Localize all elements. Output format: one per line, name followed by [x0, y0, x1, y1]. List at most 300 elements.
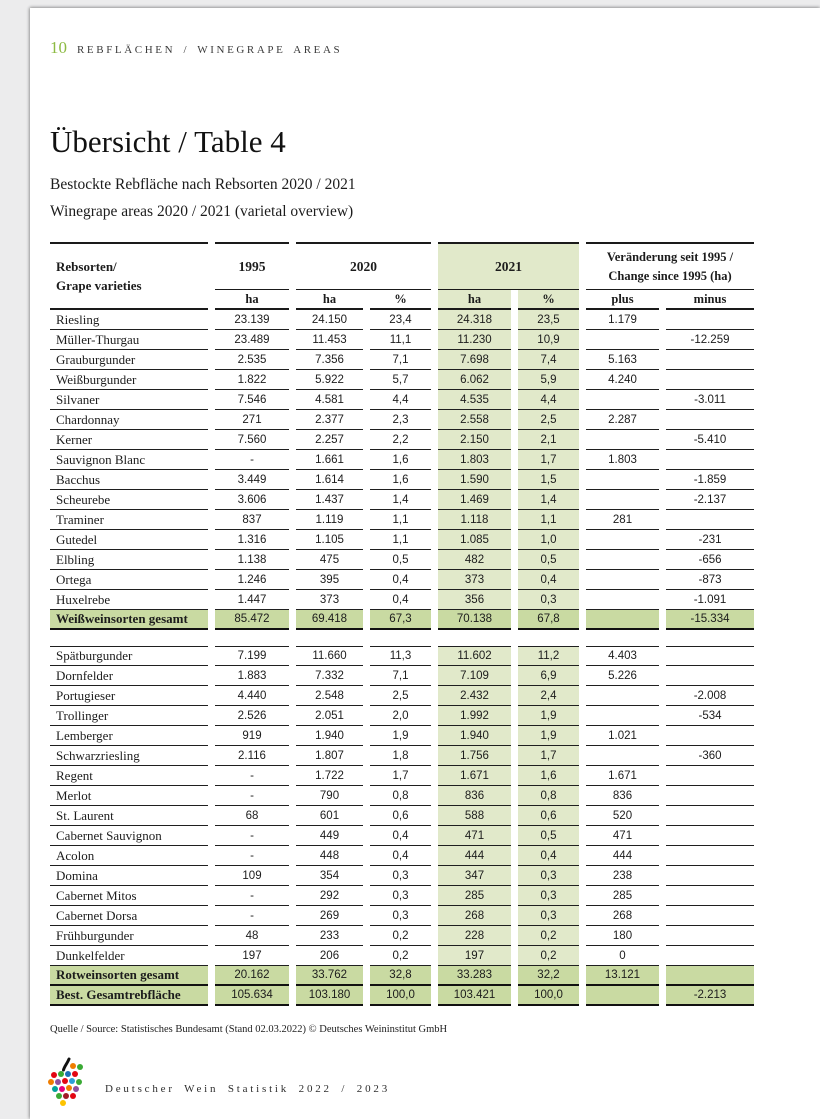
value-cell [586, 490, 659, 510]
value-cell: 373 [296, 590, 363, 610]
table-row [50, 410, 754, 430]
value-cell: 20.162 [215, 966, 289, 986]
value-cell: 1.756 [438, 746, 511, 766]
table-row [50, 330, 754, 350]
value-cell: 23.489 [215, 330, 289, 350]
value-cell: 11.602 [438, 646, 511, 666]
value-cell: 292 [296, 886, 363, 906]
value-cell: 271 [215, 410, 289, 430]
value-cell: 2,3 [370, 410, 431, 430]
value-cell: 1,6 [370, 470, 431, 490]
value-cell: 1,0 [518, 530, 579, 550]
table-row [50, 310, 754, 330]
subtitle-english: Winegrape areas 2020 / 2021 (varietal overview) [50, 203, 354, 220]
value-cell: -2.137 [666, 490, 754, 510]
value-cell: 1,7 [370, 766, 431, 786]
winegrape-areas-table [43, 242, 761, 1006]
value-cell: 2,2 [370, 430, 431, 450]
table-row [50, 746, 754, 766]
value-cell: 5.226 [586, 666, 659, 686]
value-cell [666, 966, 754, 986]
value-cell: 11.230 [438, 330, 511, 350]
value-cell: 347 [438, 866, 511, 886]
value-cell: 268 [438, 906, 511, 926]
value-cell: 0,2 [370, 926, 431, 946]
value-cell: 1.469 [438, 490, 511, 510]
value-cell [586, 686, 659, 706]
value-cell: 836 [586, 786, 659, 806]
group-header-1995: 1995 [215, 242, 289, 290]
value-cell: 1,6 [370, 450, 431, 470]
value-cell: 1.807 [296, 746, 363, 766]
table-row [50, 450, 754, 470]
value-cell: 0,3 [518, 906, 579, 926]
value-cell: 4.240 [586, 370, 659, 390]
row-label: Traminer [50, 510, 208, 530]
value-cell: 4,4 [518, 390, 579, 410]
value-cell: 1,1 [370, 510, 431, 530]
total-row [50, 966, 754, 986]
value-cell [666, 846, 754, 866]
row-label: Weißburgunder [50, 370, 208, 390]
table-body [50, 310, 754, 1006]
value-cell: 1.614 [296, 470, 363, 490]
row-label: Rotweinsorten gesamt [50, 966, 208, 986]
value-cell: 1.803 [586, 450, 659, 470]
value-cell: 1.671 [438, 766, 511, 786]
value-cell: 1,1 [518, 510, 579, 530]
value-cell: 2,5 [370, 686, 431, 706]
value-cell [666, 450, 754, 470]
table-row [50, 926, 754, 946]
table-row [50, 646, 754, 666]
row-label: Trollinger [50, 706, 208, 726]
row-label: Portugieser [50, 686, 208, 706]
row-label: Dornfelder [50, 666, 208, 686]
value-cell: 4.535 [438, 390, 511, 410]
value-cell [666, 806, 754, 826]
value-cell: 0,4 [518, 570, 579, 590]
value-cell: 395 [296, 570, 363, 590]
value-cell: 285 [438, 886, 511, 906]
row-label: Cabernet Mitos [50, 886, 208, 906]
subheader-2021-pct: % [518, 290, 579, 310]
value-cell: 3.606 [215, 490, 289, 510]
value-cell: 471 [586, 826, 659, 846]
table-row [50, 570, 754, 590]
value-cell: 2.287 [586, 410, 659, 430]
value-cell: 85.472 [215, 610, 289, 630]
value-cell: 281 [586, 510, 659, 530]
value-cell: 790 [296, 786, 363, 806]
value-cell: 1,9 [518, 706, 579, 726]
table-row [50, 430, 754, 450]
value-cell: 2.377 [296, 410, 363, 430]
value-cell: 0,4 [370, 846, 431, 866]
value-cell [666, 666, 754, 686]
value-cell: 24.150 [296, 310, 363, 330]
row-label: Huxelrebe [50, 590, 208, 610]
value-cell: 197 [438, 946, 511, 966]
table-row [50, 866, 754, 886]
value-cell: 11,3 [370, 646, 431, 666]
document-page [30, 8, 820, 1119]
value-cell: 1.118 [438, 510, 511, 530]
table-row [50, 706, 754, 726]
value-cell: 5.922 [296, 370, 363, 390]
table-row [50, 490, 754, 510]
value-cell [666, 786, 754, 806]
value-cell: 2.558 [438, 410, 511, 430]
value-cell [666, 510, 754, 530]
table-row [50, 766, 754, 786]
value-cell: 0 [586, 946, 659, 966]
value-cell: 269 [296, 906, 363, 926]
value-cell: 1.822 [215, 370, 289, 390]
value-cell: 482 [438, 550, 511, 570]
value-cell: 2.257 [296, 430, 363, 450]
row-label: Sauvignon Blanc [50, 450, 208, 470]
value-cell: 588 [438, 806, 511, 826]
value-cell: 7,4 [518, 350, 579, 370]
value-cell: 33.762 [296, 966, 363, 986]
subheader-plus: plus [586, 290, 659, 310]
table-row [50, 530, 754, 550]
value-cell: 2.535 [215, 350, 289, 370]
brand-footer: Deutscher Wein Statistik 2022 / 2023 [105, 1083, 390, 1095]
row-label: Schwarzriesling [50, 746, 208, 766]
value-cell: 520 [586, 806, 659, 826]
value-cell: 0,3 [518, 866, 579, 886]
table-row [50, 886, 754, 906]
value-cell: 2.548 [296, 686, 363, 706]
value-cell: 10,9 [518, 330, 579, 350]
value-cell: 601 [296, 806, 363, 826]
value-cell: 1,4 [370, 490, 431, 510]
row-label: Ortega [50, 570, 208, 590]
value-cell: 2.116 [215, 746, 289, 766]
value-cell: 1.447 [215, 590, 289, 610]
value-cell: 0,3 [518, 886, 579, 906]
value-cell: - [215, 450, 289, 470]
value-cell: 0,5 [518, 826, 579, 846]
value-cell: -12.259 [666, 330, 754, 350]
value-cell: 268 [586, 906, 659, 926]
value-cell: 1.803 [438, 450, 511, 470]
value-cell: 11,2 [518, 646, 579, 666]
value-cell [666, 370, 754, 390]
value-cell: 0,4 [370, 826, 431, 846]
value-cell: 1.179 [586, 310, 659, 330]
value-cell: -360 [666, 746, 754, 766]
value-cell: 444 [438, 846, 511, 866]
value-cell: - [215, 786, 289, 806]
value-cell: 0,5 [370, 550, 431, 570]
value-cell: 1.590 [438, 470, 511, 490]
group-header-change [586, 242, 754, 290]
value-cell: 109 [215, 866, 289, 886]
value-cell: 100,0 [370, 986, 431, 1006]
value-cell: 5,9 [518, 370, 579, 390]
value-cell: 23.139 [215, 310, 289, 330]
value-cell: 7.356 [296, 350, 363, 370]
table-row [50, 726, 754, 746]
value-cell: 356 [438, 590, 511, 610]
value-cell: 23,5 [518, 310, 579, 330]
value-cell: - [215, 906, 289, 926]
value-cell: 0,2 [370, 946, 431, 966]
value-cell [666, 946, 754, 966]
subtitle-german: Bestockte Rebfläche nach Rebsorten 2020 / 2021 [50, 176, 356, 193]
value-cell [666, 886, 754, 906]
value-cell: -231 [666, 530, 754, 550]
value-cell: 228 [438, 926, 511, 946]
value-cell: 67,8 [518, 610, 579, 630]
value-cell: - [215, 826, 289, 846]
value-cell: -3.011 [666, 390, 754, 410]
total-row [50, 986, 754, 1006]
row-label: Acolon [50, 846, 208, 866]
table-row [50, 666, 754, 686]
value-cell: - [215, 846, 289, 866]
value-cell: 2,4 [518, 686, 579, 706]
value-cell: 1.021 [586, 726, 659, 746]
value-cell [666, 410, 754, 430]
value-cell: 103.180 [296, 986, 363, 1006]
row-label: Dunkelfelder [50, 946, 208, 966]
value-cell: 197 [215, 946, 289, 966]
page-number: 10 [50, 38, 67, 57]
change-label-en: Change since 1995 (ha) [608, 268, 732, 283]
row-label: Spätburgunder [50, 646, 208, 666]
value-cell: 354 [296, 866, 363, 886]
value-cell: 5.163 [586, 350, 659, 370]
value-cell: 0,4 [518, 846, 579, 866]
value-cell: -1.091 [666, 590, 754, 610]
total-row [50, 610, 754, 630]
table-row [50, 686, 754, 706]
value-cell [666, 826, 754, 846]
row-label: Müller-Thurgau [50, 330, 208, 350]
value-cell: 7.332 [296, 666, 363, 686]
table-row [50, 846, 754, 866]
value-cell: 1,1 [370, 530, 431, 550]
value-cell: 2,5 [518, 410, 579, 430]
row-label: Bacchus [50, 470, 208, 490]
value-cell: 475 [296, 550, 363, 570]
table-row [50, 946, 754, 966]
value-cell: 11.453 [296, 330, 363, 350]
value-cell: 68 [215, 806, 289, 826]
row-label: Domina [50, 866, 208, 886]
value-cell: 0,2 [518, 926, 579, 946]
value-cell [666, 926, 754, 946]
value-cell: 33.283 [438, 966, 511, 986]
value-cell [586, 330, 659, 350]
value-cell: 1.105 [296, 530, 363, 550]
table-row [50, 370, 754, 390]
subheader-2021-ha: ha [438, 290, 511, 310]
value-cell [666, 726, 754, 746]
value-cell: 3.449 [215, 470, 289, 490]
value-cell [586, 530, 659, 550]
value-cell: 67,3 [370, 610, 431, 630]
value-cell: -5.410 [666, 430, 754, 450]
value-cell: -1.859 [666, 470, 754, 490]
section-spacer [50, 630, 754, 646]
row-label: Weißweinsorten gesamt [50, 610, 208, 630]
value-cell: 233 [296, 926, 363, 946]
table-row [50, 826, 754, 846]
value-cell: 13.121 [586, 966, 659, 986]
value-cell: 0,4 [370, 570, 431, 590]
source-note: Quelle / Source: Statistisches Bundesamt (Stand 02.03.2022) © Deutsches Weininstitut GmbH [50, 1024, 448, 1035]
table-row [50, 786, 754, 806]
group-header-2021: 2021 [438, 242, 579, 290]
value-cell: 1,9 [370, 726, 431, 746]
page-kicker [50, 38, 342, 58]
value-cell: 1,7 [518, 746, 579, 766]
value-cell: 0,3 [370, 906, 431, 926]
value-cell [666, 310, 754, 330]
varieties-label-de: Rebsorten/ [56, 258, 117, 274]
row-label: Gutedel [50, 530, 208, 550]
value-cell: 448 [296, 846, 363, 866]
table-row [50, 390, 754, 410]
value-cell: 70.138 [438, 610, 511, 630]
value-cell: 24.318 [438, 310, 511, 330]
value-cell: -656 [666, 550, 754, 570]
table-row [50, 510, 754, 530]
row-label: Frühburgunder [50, 926, 208, 946]
value-cell: 1,6 [518, 766, 579, 786]
value-cell: 1.316 [215, 530, 289, 550]
value-cell [586, 570, 659, 590]
value-cell: 285 [586, 886, 659, 906]
value-cell: 23,4 [370, 310, 431, 330]
grape-dots-logo-icon [44, 1056, 96, 1108]
table-row [50, 906, 754, 926]
value-cell: 373 [438, 570, 511, 590]
value-cell: 2,1 [518, 430, 579, 450]
statistics-table [43, 242, 761, 1006]
value-cell: 0,6 [370, 806, 431, 826]
table-header [50, 242, 754, 310]
value-cell: 7.698 [438, 350, 511, 370]
subheader-2020-ha: ha [296, 290, 363, 310]
value-cell: 206 [296, 946, 363, 966]
value-cell: - [215, 886, 289, 906]
value-cell: 449 [296, 826, 363, 846]
value-cell: 1.992 [438, 706, 511, 726]
value-cell: 11.660 [296, 646, 363, 666]
value-cell: 836 [438, 786, 511, 806]
value-cell [586, 706, 659, 726]
value-cell: 7.199 [215, 646, 289, 666]
value-cell: 0,2 [518, 946, 579, 966]
value-cell: 1,9 [518, 726, 579, 746]
row-label: Grauburgunder [50, 350, 208, 370]
row-label: Chardonnay [50, 410, 208, 430]
value-cell: 4.440 [215, 686, 289, 706]
row-label: Cabernet Sauvignon [50, 826, 208, 846]
table-row [50, 470, 754, 490]
value-cell [586, 590, 659, 610]
page-title: Übersicht / Table 4 [50, 124, 286, 159]
spacer-cell [50, 630, 754, 646]
value-cell: 5,7 [370, 370, 431, 390]
value-cell: 1,4 [518, 490, 579, 510]
value-cell: 32,2 [518, 966, 579, 986]
value-cell: 48 [215, 926, 289, 946]
value-cell: 4,4 [370, 390, 431, 410]
value-cell: 444 [586, 846, 659, 866]
value-cell: 238 [586, 866, 659, 886]
value-cell: 2.150 [438, 430, 511, 450]
value-cell [586, 986, 659, 1006]
value-cell [586, 470, 659, 490]
value-cell: 1,8 [370, 746, 431, 766]
table-row [50, 550, 754, 570]
group-header-2020: 2020 [296, 242, 431, 290]
table-row [50, 806, 754, 826]
value-cell: 7.546 [215, 390, 289, 410]
value-cell: 1.437 [296, 490, 363, 510]
value-cell: 180 [586, 926, 659, 946]
value-cell: 100,0 [518, 986, 579, 1006]
value-cell: -873 [666, 570, 754, 590]
value-cell: 919 [215, 726, 289, 746]
value-cell: 2.051 [296, 706, 363, 726]
value-cell: -534 [666, 706, 754, 726]
row-label: Regent [50, 766, 208, 786]
value-cell: 0,3 [370, 886, 431, 906]
value-cell: 6.062 [438, 370, 511, 390]
value-cell: 0,5 [518, 550, 579, 570]
value-cell: 1,5 [518, 470, 579, 490]
value-cell [586, 390, 659, 410]
value-cell: 0,3 [370, 866, 431, 886]
value-cell: 1.246 [215, 570, 289, 590]
value-cell: 11,1 [370, 330, 431, 350]
value-cell: 1,7 [518, 450, 579, 470]
row-label: Riesling [50, 310, 208, 330]
value-cell: 2,0 [370, 706, 431, 726]
column-header-varieties [50, 242, 208, 310]
value-cell: 0,8 [518, 786, 579, 806]
value-cell: -15.334 [666, 610, 754, 630]
value-cell: 1.085 [438, 530, 511, 550]
value-cell: 471 [438, 826, 511, 846]
row-label: St. Laurent [50, 806, 208, 826]
value-cell: 2.432 [438, 686, 511, 706]
row-label: Lemberger [50, 726, 208, 746]
table-row [50, 590, 754, 610]
value-cell: -2.213 [666, 986, 754, 1006]
row-label: Silvaner [50, 390, 208, 410]
varieties-label-en: Grape varieties [56, 278, 142, 293]
value-cell: 1.722 [296, 766, 363, 786]
value-cell: 6,9 [518, 666, 579, 686]
value-cell: 1.138 [215, 550, 289, 570]
row-label: Scheurebe [50, 490, 208, 510]
value-cell [586, 550, 659, 570]
value-cell: - [215, 766, 289, 786]
row-label: Best. Gesamtrebfläche [50, 986, 208, 1006]
value-cell: 4.403 [586, 646, 659, 666]
value-cell: 1.119 [296, 510, 363, 530]
value-cell: 7,1 [370, 350, 431, 370]
